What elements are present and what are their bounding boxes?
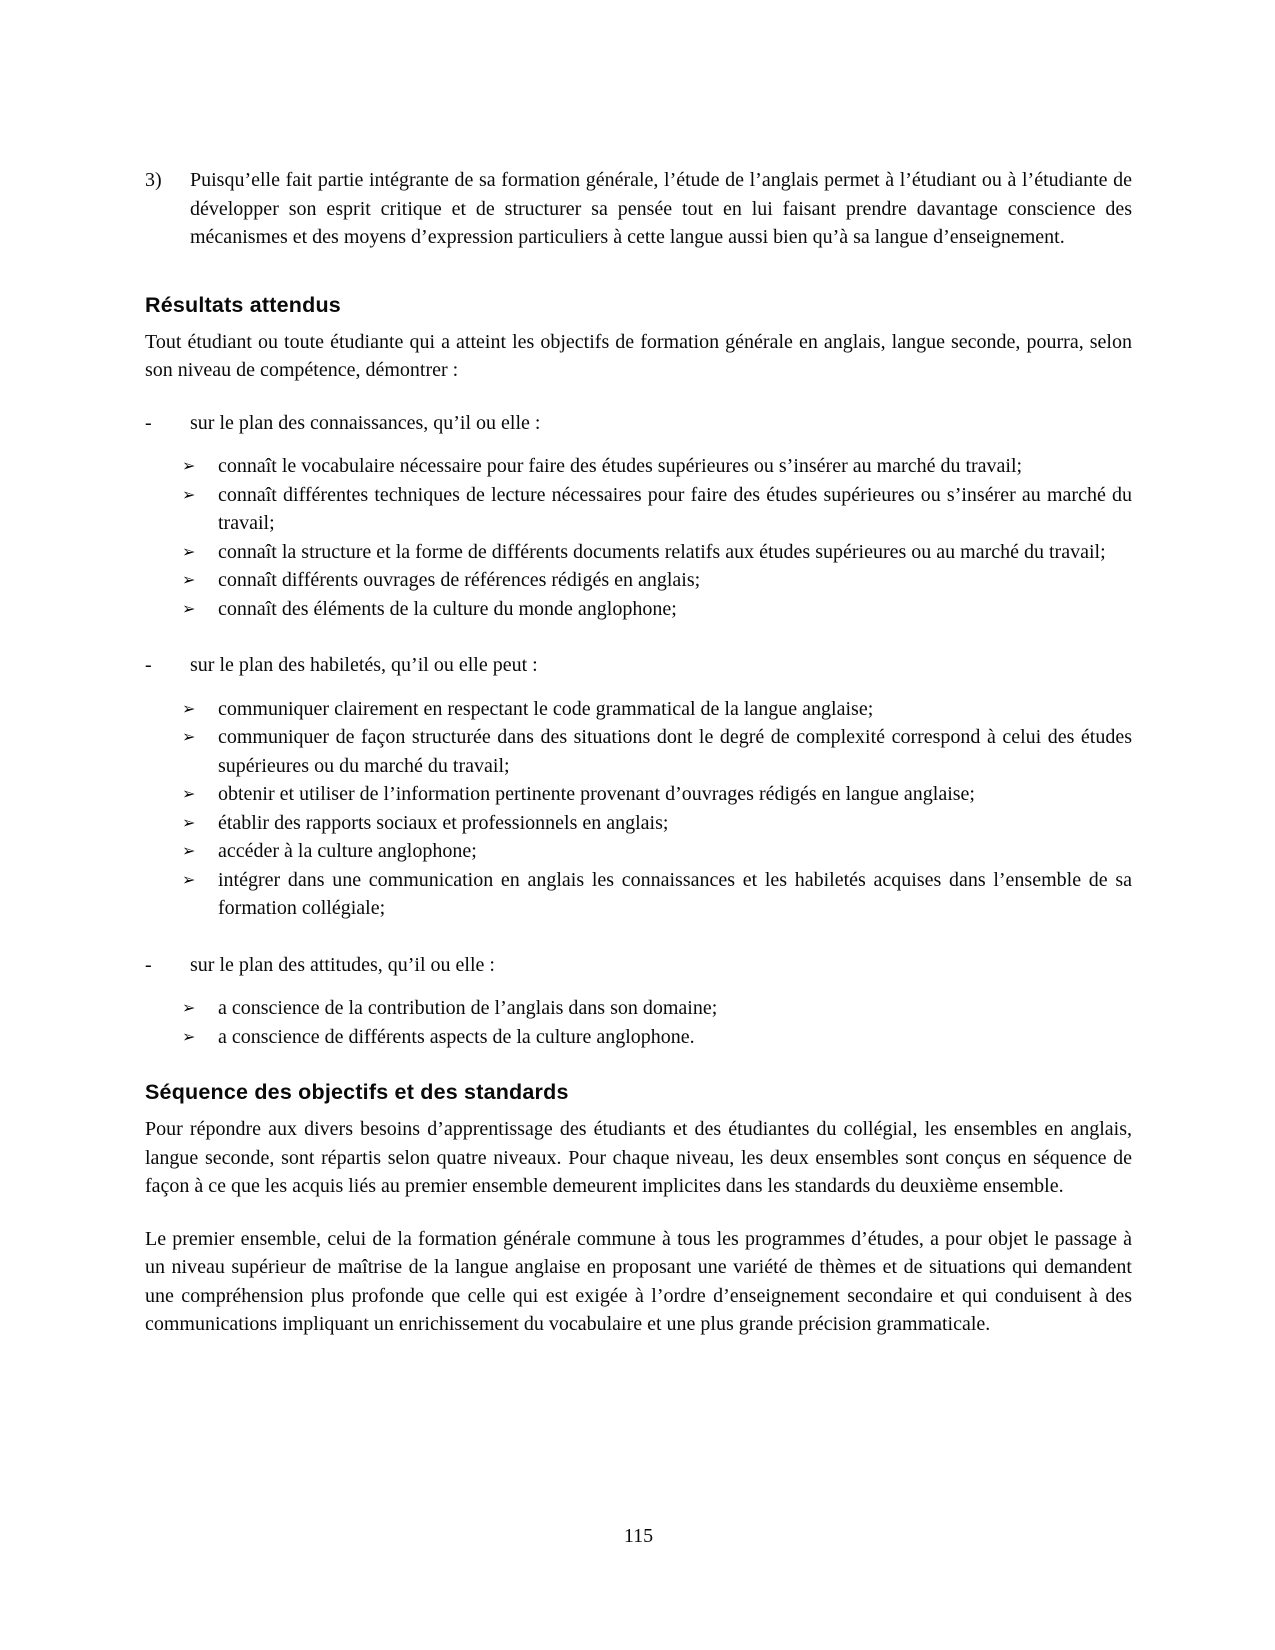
numbered-item <box>145 166 1132 252</box>
arrow-bullet-icon: ➢ <box>182 869 196 889</box>
arrow-bullet-icon: ➢ <box>182 598 196 618</box>
bullet-text: connaît différents ouvrages de références rédigés en anglais; <box>218 569 701 591</box>
bullet-item <box>182 866 1132 923</box>
arrow-bullet-icon: ➢ <box>182 727 196 746</box>
bullet-text: a conscience de différents aspects de la culture anglophone. <box>218 1025 695 1048</box>
arrow-bullet-icon: ➢ <box>182 784 196 803</box>
bullet-text: accéder à la culture anglophone; <box>218 840 477 862</box>
bullet-item <box>182 994 1132 1023</box>
bullet-text: connaît des éléments de la culture du monde anglophone; <box>218 597 677 620</box>
plan-habiletes-list <box>145 695 1132 923</box>
plan-attitudes-list <box>145 994 1132 1051</box>
bullet-item <box>182 809 1132 838</box>
dash-bullet-icon: - <box>145 953 152 976</box>
bullet-text: a conscience de la contribution de l’anglais dans son domaine; <box>218 997 718 1019</box>
page-number: 115 <box>623 1525 654 1547</box>
plan-attitudes-heading <box>145 951 1132 980</box>
bullet-text: connaît la structure et la forme de différents documents relatifs aux études supérieures ou au marché du travail; <box>218 540 1106 563</box>
bullet-text: établir des rapports sociaux et professionnels en anglais; <box>218 811 669 834</box>
heading-resultats-attendus: Résultats attendus <box>145 292 341 317</box>
bullet-item <box>182 695 1132 724</box>
dash-bullet-icon: - <box>145 411 152 434</box>
bullet-text: obtenir et utiliser de l’information pertinente provenant d’ouvrages rédigés en langue anglaise; <box>218 783 975 805</box>
bullet-item <box>182 452 1132 481</box>
bullet-item <box>182 723 1132 780</box>
plan-connaissances-heading <box>145 409 1132 438</box>
arrow-bullet-icon: ➢ <box>182 484 196 504</box>
bullet-text: connaît différentes techniques de lecture nécessaires pour faire des études supérieures ou s’insérer au marché du travail; <box>218 483 1132 534</box>
arrow-bullet-icon: ➢ <box>182 570 196 589</box>
bullet-item <box>182 837 1132 866</box>
arrow-bullet-icon: ➢ <box>182 1026 196 1046</box>
sequence-paragraph-1: Pour répondre aux divers besoins d’apprentissage des étudiants et des étudiantes du collégial, les ensembles en anglais, langue seconde, sont répartis selon quatre niveaux. Pour chaque niveau, les deux ensembles sont conçus en séquence de façon à ce que les acquis liés au premier ensemble demeurent implicites dans les standards du deuxième ensemble. <box>145 1118 1132 1197</box>
bullet-text: intégrer dans une communication en anglais les connaissances et les habiletés acquises dans l’ensemble de sa formation collégiale; <box>218 868 1132 919</box>
numbered-item-text: Puisqu’elle fait partie intégrante de sa formation générale, l’étude de l’anglais permet à l’étudiant ou à l’étudiante de développer son esprit critique et de structurer sa pensée tout en lui faisant prendre davantage conscience des mécanismes et des moyens d’expression particuliers à cette langue aussi bien qu’à sa langue d’enseignement. <box>190 169 1132 248</box>
arrow-bullet-icon: ➢ <box>182 998 196 1017</box>
dash-bullet-icon: - <box>145 654 152 676</box>
plan-habiletes-label: sur le plan des habiletés, qu’il ou elle peut : <box>190 654 538 676</box>
bullet-item <box>182 481 1132 538</box>
numbered-item-marker: 3) <box>145 169 162 191</box>
bullet-text: connaît le vocabulaire nécessaire pour faire des études supérieures ou s’insérer au marché du travail; <box>218 455 1023 477</box>
results-intro-paragraph: Tout étudiant ou toute étudiante qui a atteint les objectifs de formation générale en anglais, langue seconde, pourra, selon son niveau de compétence, démontrer : <box>145 330 1132 381</box>
arrow-bullet-icon: ➢ <box>182 541 196 561</box>
bullet-text: communiquer de façon structurée dans des situations dont le degré de complexité correspond à celui des études supérieures ou du marché du travail; <box>218 726 1132 777</box>
bullet-item <box>182 1023 1132 1052</box>
heading-sequence-objectifs: Séquence des objectifs et des standards <box>145 1080 569 1104</box>
arrow-bullet-icon: ➢ <box>182 698 196 718</box>
plan-habiletes-heading <box>145 651 1132 680</box>
arrow-bullet-icon: ➢ <box>182 812 196 832</box>
arrow-bullet-icon: ➢ <box>182 456 196 475</box>
bullet-item <box>182 538 1132 567</box>
plan-attitudes-label: sur le plan des attitudes, qu’il ou elle : <box>190 953 495 976</box>
bullet-item <box>182 780 1132 809</box>
bullet-item <box>182 566 1132 595</box>
plan-connaissances-label: sur le plan des connaissances, qu’il ou elle : <box>190 411 541 434</box>
bullet-item <box>182 595 1132 624</box>
plan-connaissances-list <box>145 452 1132 623</box>
bullet-text: communiquer clairement en respectant le code grammatical de la langue anglaise; <box>218 697 874 720</box>
arrow-bullet-icon: ➢ <box>182 841 196 860</box>
sequence-paragraph-2: Le premier ensemble, celui de la formation générale commune à tous les programmes d’études, a pour objet le passage à un niveau supérieur de maîtrise de la langue anglaise en proposant une variété de thèmes et de situations qui demandent une compréhension plus profonde que celle qui est exigée à l’ordre d’enseignement secondaire et qui conduisent à des communications impliquant un enrichissement du vocabulaire et une plus grande précision grammaticale. <box>145 1227 1132 1335</box>
